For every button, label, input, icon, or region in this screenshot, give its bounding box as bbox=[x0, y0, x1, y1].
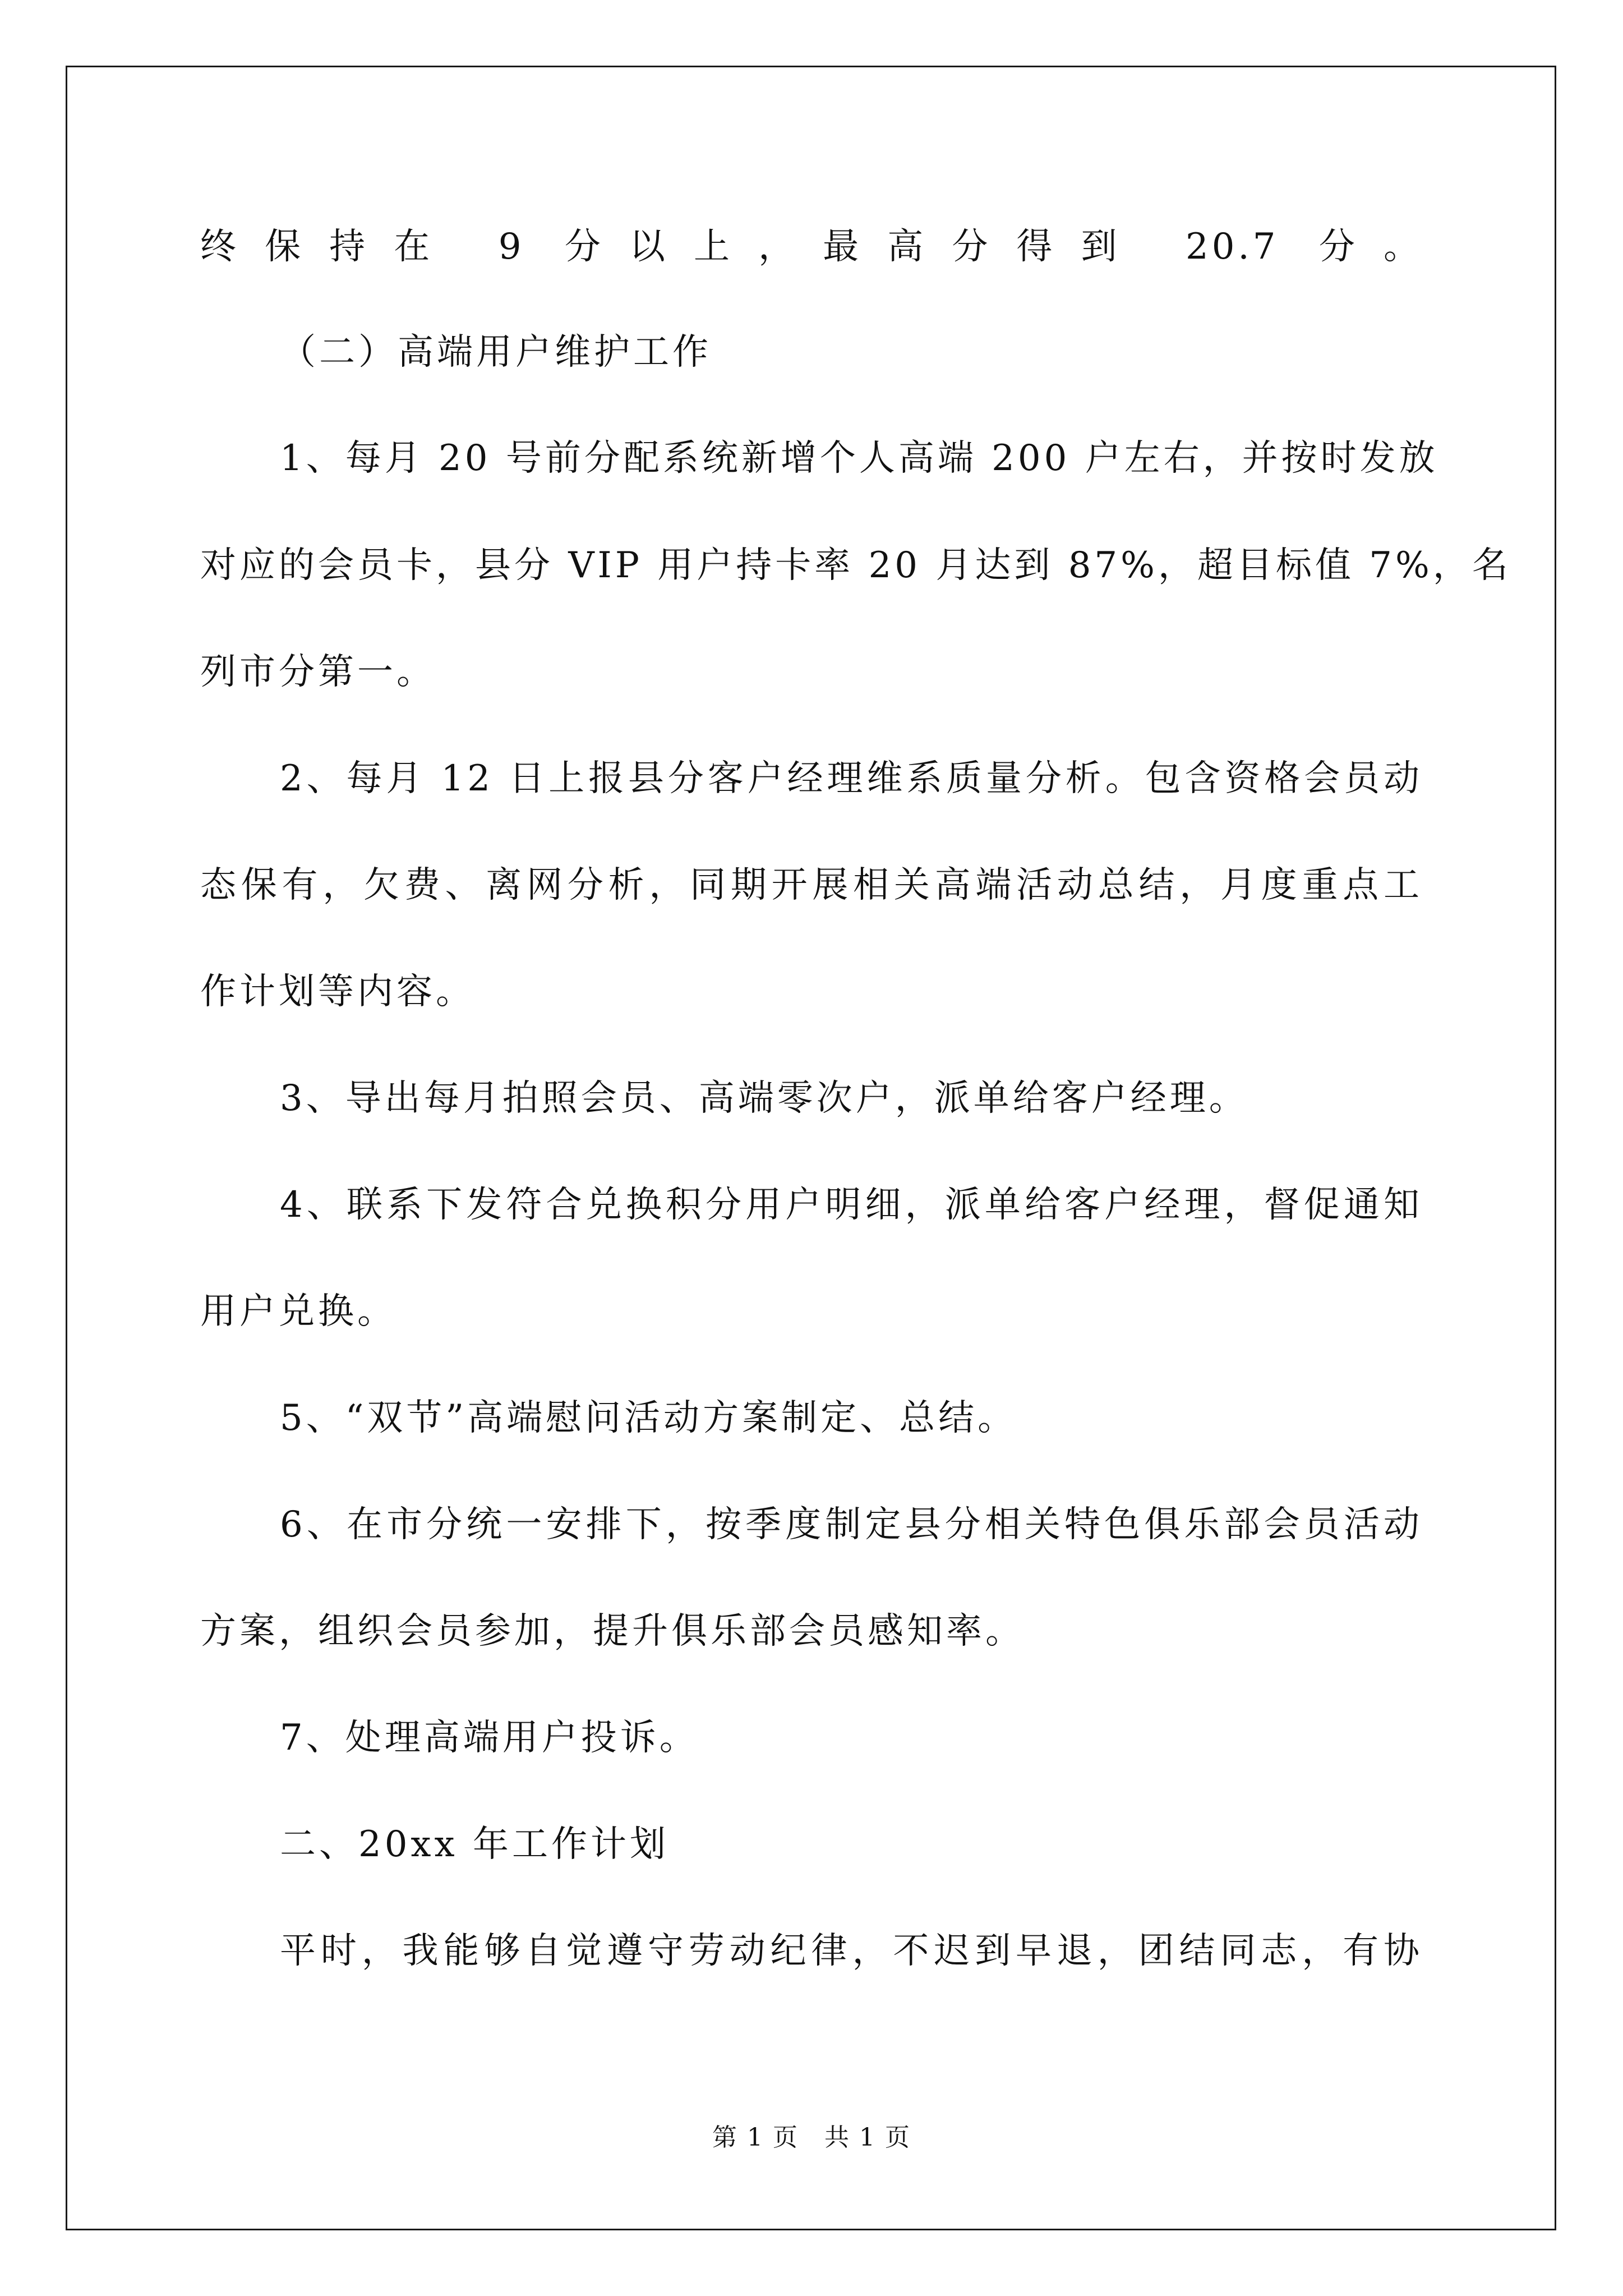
text-line: 2、每月 12 日上报县分客户经理维系质量分析。包含资格会员动 bbox=[280, 758, 1423, 799]
page-number: 第 1 页 共 1 页 bbox=[712, 2123, 911, 2152]
text-line: 4、联系下发符合兑换积分用户明细，派单给客户经理，督促通知 bbox=[280, 1184, 1423, 1226]
section-heading: 二、20xx 年工作计划 bbox=[280, 1824, 669, 1865]
text-line: 列市分第一。 bbox=[200, 651, 436, 693]
text-line: 6、在市分统一安排下，按季度制定县分相关特色俱乐部会员活动 bbox=[280, 1504, 1423, 1545]
text-line: 3、导出每月拍照会员、高端零次户，派单给客户经理。 bbox=[280, 1078, 1248, 1119]
text-line: 对应的会员卡，县分 VIP 用户持卡率 20 月达到 87%，超目标值 7%，名 bbox=[200, 545, 1511, 586]
text-line: 终保持在 9 分以上，最高分得到 20.7 分。 bbox=[200, 226, 1423, 268]
text-line: 7、处理高端用户投诉。 bbox=[280, 1717, 699, 1759]
text-line: 作计划等内容。 bbox=[200, 971, 475, 1013]
text-line: 用户兑换。 bbox=[200, 1291, 396, 1332]
text-line: 5、“双节”高端慰问活动方案制定、总结。 bbox=[280, 1397, 1017, 1439]
section-heading: （二）高端用户维护工作 bbox=[280, 332, 712, 373]
text-line: 1、每月 20 号前分配系统新增个人高端 200 户左右，并按时发放 bbox=[280, 438, 1438, 479]
page-border bbox=[66, 66, 1556, 2230]
text-line: 方案，组织会员参加，提升俱乐部会员感知率。 bbox=[200, 1611, 1025, 1652]
text-line: 平时，我能够自觉遵守劳动纪律，不迟到早退，团结同志，有协 bbox=[280, 1930, 1423, 1972]
text-line: 态保有，欠费、离网分析，同期开展相关高端活动总结，月度重点工 bbox=[200, 864, 1423, 906]
